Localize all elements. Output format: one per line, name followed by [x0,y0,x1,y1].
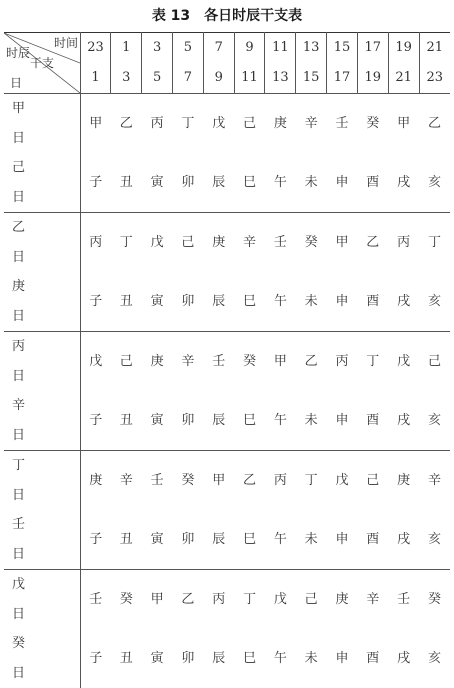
hour-end-cell: 11 [234,63,265,94]
branch-cell: 午 [273,531,287,547]
stem-cell: 己 [296,570,327,630]
hour-end-cell: 3 [111,63,142,94]
stem-cell: 丁 [419,213,450,273]
stem-cell: 戊 [142,213,173,273]
stem-cell: 辛 [234,213,265,273]
hour-end-cell: 21 [388,63,419,94]
stem-cell: 癸 [173,451,204,511]
day-label: 甲 日 [4,94,80,154]
group-stem-row [4,213,450,273]
branch-cell: 卯 [181,650,195,666]
hour-end-cell: 15 [296,63,327,94]
stem-cell: 庚 [142,332,173,392]
branch-cell: 巳 [243,531,257,547]
group-stem-row [4,451,450,511]
branch-cell: 子 [89,293,103,309]
stem-cell: 壬 [80,570,111,630]
group-branch-row [4,272,450,332]
day-label: 辛 日 [4,391,80,451]
hour-start-cell: 1 [111,33,142,64]
corner-label-ganzhi: 干支 [30,56,55,70]
hour-end-cell: 17 [327,63,358,94]
stem-cell: 辛 [357,570,388,630]
branch-cell: 亥 [427,293,441,309]
stem-cell: 戊 [203,94,234,154]
day-label: 丙 日 [4,332,80,392]
stem-cell: 癸 [296,213,327,273]
branch-cell: 午 [273,174,287,190]
stem-cell: 丁 [111,213,142,273]
stem-cell: 丙 [265,451,296,511]
branch-cell: 申 [335,293,349,309]
stem-cell: 丁 [296,451,327,511]
stem-cell: 己 [357,451,388,511]
stem-cell: 丙 [142,94,173,154]
day-label: 庚 日 [4,272,80,332]
branch-cell: 戌 [397,650,411,666]
stem-cell: 甲 [388,94,419,154]
branch-cell: 辰 [212,412,226,428]
branch-cell: 申 [335,174,349,190]
stem-cell: 甲 [265,332,296,392]
branch-cell: 戌 [397,412,411,428]
branch-cell: 寅 [150,531,164,547]
day-label: 丁 日 [4,451,80,511]
stem-cell: 辛 [296,94,327,154]
hour-end-cell: 7 [173,63,204,94]
day-label: 壬 日 [4,510,80,570]
stem-cell: 戊 [388,332,419,392]
header-row-start [4,33,450,64]
stem-cell: 壬 [265,213,296,273]
branch-cell: 卯 [181,174,195,190]
branch-cell: 丑 [119,293,133,309]
branch-cell: 未 [304,412,318,428]
stem-cell: 乙 [357,213,388,273]
group-stem-row [4,332,450,392]
corner-label-shichen: 时辰 [6,46,31,60]
stem-cell: 丁 [234,570,265,630]
hour-end-cell: 1 [80,63,111,94]
branch-cell: 午 [273,650,287,666]
branch-cell: 辰 [212,531,226,547]
hour-end-cell: 9 [203,63,234,94]
branch-cell: 子 [89,531,103,547]
branch-cell: 亥 [427,174,441,190]
stem-cell: 癸 [111,570,142,630]
stem-cell: 乙 [234,451,265,511]
hour-start-cell: 13 [296,33,327,64]
corner-label-shijian: 时间 [54,36,79,50]
branch-cell: 丑 [119,174,133,190]
branch-cell: 酉 [366,293,380,309]
stem-cell: 乙 [173,570,204,630]
hour-start-cell: 9 [234,33,265,64]
stem-cell: 庚 [388,451,419,511]
stem-cell: 庚 [265,94,296,154]
branch-cell: 辰 [212,174,226,190]
table-title [0,4,454,28]
stem-cell: 己 [234,94,265,154]
stem-cell: 壬 [327,94,358,154]
hour-end-cell: 13 [265,63,296,94]
stem-cell: 癸 [419,570,450,630]
stem-cell: 丙 [203,570,234,630]
branch-cell: 丑 [119,650,133,666]
stem-cell: 己 [111,332,142,392]
table-caption: 各日时辰干支表 [204,8,303,24]
group-stem-row [4,94,450,154]
group-stem-row [4,570,450,630]
branch-cell: 酉 [366,531,380,547]
day-label: 己 日 [4,153,80,213]
hour-end-cell: 19 [357,63,388,94]
branch-cell: 巳 [243,650,257,666]
branch-cell: 卯 [181,412,195,428]
stem-cell: 甲 [327,213,358,273]
stem-cell: 辛 [419,451,450,511]
stem-cell: 庚 [203,213,234,273]
branch-cell: 巳 [243,293,257,309]
day-label: 戊 日 [4,570,80,630]
branch-cell: 未 [304,531,318,547]
branch-cell: 丑 [119,412,133,428]
branch-cell: 丑 [119,531,133,547]
branch-cell: 戌 [397,531,411,547]
stem-cell: 庚 [327,570,358,630]
stem-cell: 丙 [327,332,358,392]
stem-cell: 壬 [203,332,234,392]
hour-start-cell: 7 [203,33,234,64]
branch-cell: 戌 [397,293,411,309]
hour-start-cell: 17 [357,33,388,64]
branch-cell: 未 [304,174,318,190]
stem-cell: 甲 [203,451,234,511]
branch-cell: 亥 [427,531,441,547]
hour-start-cell: 23 [80,33,111,64]
branch-cell: 子 [89,412,103,428]
stem-cell: 戊 [80,332,111,392]
branch-cell: 巳 [243,174,257,190]
corner-label-ri: 日 [10,76,23,90]
stem-cell: 乙 [111,94,142,154]
hour-start-cell: 15 [327,33,358,64]
branch-cell: 寅 [150,650,164,666]
stem-cell: 甲 [80,94,111,154]
stem-cell: 己 [173,213,204,273]
branch-cell: 未 [304,293,318,309]
stem-cell: 辛 [111,451,142,511]
branch-cell: 申 [335,412,349,428]
branch-cell: 午 [273,293,287,309]
stem-cell: 丙 [388,213,419,273]
group-branch-row [4,510,450,570]
branch-cell: 申 [335,650,349,666]
branch-cell: 子 [89,650,103,666]
corner-header-cell [4,33,80,94]
hour-end-cell: 23 [426,70,444,85]
stem-cell: 辛 [173,332,204,392]
stem-cell: 丁 [173,94,204,154]
stem-cell: 乙 [419,94,450,154]
stem-cell: 戊 [327,451,358,511]
stem-cell: 戊 [265,570,296,630]
stem-cell: 庚 [80,451,111,511]
branch-cell: 戌 [397,174,411,190]
day-hour-ganzhi-table [4,32,450,688]
branch-cell: 辰 [212,293,226,309]
hour-start-cell: 11 [265,33,296,64]
stem-cell: 乙 [296,332,327,392]
group-branch-row [4,391,450,451]
day-label: 癸 日 [4,629,80,688]
branch-cell: 酉 [366,412,380,428]
day-label: 乙 日 [4,213,80,273]
hour-end-cell: 5 [142,63,173,94]
branch-cell: 卯 [181,293,195,309]
stem-cell: 甲 [142,570,173,630]
branch-cell: 巳 [243,412,257,428]
branch-cell: 未 [304,650,318,666]
branch-cell: 子 [89,174,103,190]
hour-start-cell: 19 [388,33,419,64]
stem-cell: 己 [419,332,450,392]
stem-cell: 癸 [234,332,265,392]
stem-cell: 壬 [142,451,173,511]
stem-cell: 丙 [80,213,111,273]
branch-cell: 亥 [427,650,441,666]
stem-cell: 癸 [357,94,388,154]
branch-cell: 寅 [150,412,164,428]
group-branch-row [4,153,450,213]
stem-cell: 丁 [357,332,388,392]
hour-start-cell: 3 [142,33,173,64]
branch-cell: 午 [273,412,287,428]
branch-cell: 酉 [366,650,380,666]
stem-cell: 壬 [388,570,419,630]
branch-cell: 寅 [150,293,164,309]
branch-cell: 酉 [366,174,380,190]
group-branch-row [4,629,450,688]
branch-cell: 辰 [212,650,226,666]
hour-start-cell: 21 [419,33,450,64]
branch-cell: 亥 [427,412,441,428]
hour-start-cell: 5 [173,33,204,64]
branch-cell: 申 [335,531,349,547]
branch-cell: 寅 [150,174,164,190]
table-number: 表 13 [151,8,191,24]
branch-cell: 卯 [181,531,195,547]
